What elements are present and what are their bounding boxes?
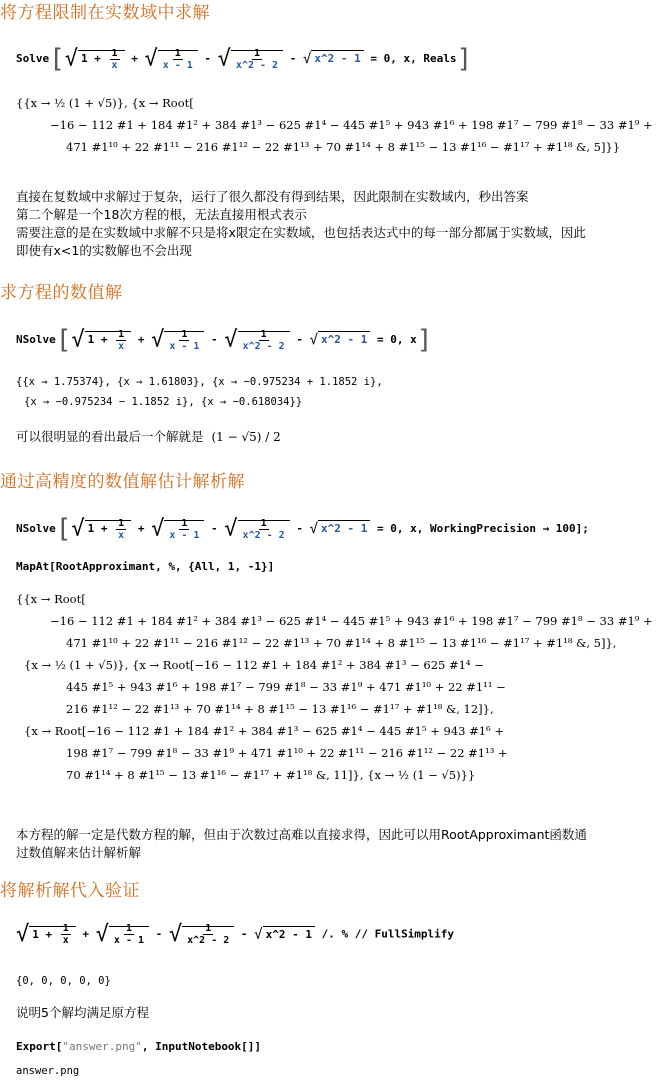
term: 1: [32, 927, 39, 941]
op: +: [94, 52, 101, 65]
output-line: 70 #1¹⁴ + 8 #1¹⁵ − 13 #1¹⁶ − #1¹⁷ + #1¹⁸ &, 11]}, {x → ½ (1 − √5)}}: [66, 768, 476, 782]
numerator: 1: [125, 923, 132, 934]
function-name: Export[: [16, 1040, 63, 1053]
denominator: x - 1: [169, 340, 200, 352]
numerator: 1: [118, 517, 125, 529]
op: +: [137, 522, 145, 535]
input-cell-nsolve[interactable]: NSolve[√ 1 + $\frac{1}{x}$ + √ $\frac{1}{x - 1}$ - √ $\frac{1}{x\^{}2 - 2}$ - √ x^2 - 1 = 0, x]: [16, 325, 433, 355]
radicand: x^2 - 1: [311, 50, 363, 65]
note-text: 说明5个解均满足原方程: [16, 1005, 149, 1020]
denominator: x^2 - 2: [235, 59, 279, 71]
note-text: [16, 188, 586, 260]
op: +: [100, 522, 108, 535]
output-line: −16 − 112 #1 + 184 #1² + 384 #1³ − 625 #1⁴ − 445 #1⁵ + 943 #1⁶ + 198 #1⁷ − 799 #1⁸ − 33 #1⁹ +: [50, 118, 653, 132]
output-cell-rootapproximant: [16, 588, 653, 786]
note-line: 直接在复数域中求解过于复杂，运行了很久都没有得到结果，因此限制在实数域内，秒出答案: [16, 189, 529, 204]
numerator: 1: [181, 517, 188, 529]
denominator: x^2 - 2: [242, 529, 285, 541]
note-line: 即使有x<1的实数解也不会出现: [16, 243, 192, 258]
denominator: x - 1: [113, 935, 145, 946]
function-name: NSolve: [16, 333, 56, 346]
numerator: 1: [118, 328, 125, 340]
note-line: 需要注意的是在实数域中求解不只是将x限定在实数域，也包括表达式中的每一部分都属于实数域，因此: [16, 225, 586, 240]
numerator: 1: [62, 923, 69, 934]
op: -: [296, 522, 303, 535]
math-expression: (1 − √5) / 2: [211, 430, 281, 444]
input-cell-nsolve-precision[interactable]: NSolve[√ 1 + $\frac{1}{x}$ + √ $\frac{1}{x - 1}$ - √ $\frac{1}{x\^{}2 - 2}$ - √ x^2 - 1 = 0, x, WorkingPrecision → 100];: [16, 514, 589, 544]
op: +: [131, 52, 138, 65]
output-line: 471 #1¹⁰ + 22 #1¹¹ − 216 #1¹² − 22 #1¹³ + 70 #1¹⁴ + 8 #1¹⁵ − 13 #1¹⁶ − #1¹⁷ + #1¹⁸ &, 5]},: [66, 636, 617, 650]
output-line: 216 #1¹² − 22 #1¹³ + 70 #1¹⁴ + 8 #1¹⁵ − 13 #1¹⁶ − #1¹⁷ + #1¹⁸ &, 12]},: [66, 702, 494, 716]
note-text: [16, 826, 587, 862]
denominator: x^2 - 2: [242, 340, 285, 352]
output-line: {x → Root[−16 − 112 #1 + 184 #1² + 384 #1³ − 625 #1⁴ − 445 #1⁵ + 943 #1⁶ +: [24, 724, 505, 738]
radicand: x^2 - 1: [263, 926, 315, 941]
term: 1: [87, 522, 95, 535]
op: +: [100, 333, 108, 346]
nsolve-args: = 0, x: [377, 333, 417, 346]
numerator: 1: [260, 517, 267, 529]
output-line: {{x → ½ (1 + √5)}, {x → Root[: [16, 96, 194, 110]
op: +: [137, 333, 145, 346]
numerator: 1: [253, 47, 261, 59]
term: 1: [87, 333, 95, 346]
output-line: {x → −0.975234 − 1.1852 i}, {x → −0.618034}}: [24, 396, 303, 408]
replace-simplify: /. % // FullSimplify: [321, 927, 455, 941]
output-line: 198 #1⁷ − 799 #1⁸ − 33 #1⁹ + 471 #1¹⁰ + 22 #1¹¹ − 216 #1¹² − 22 #1¹³ +: [66, 746, 508, 760]
radicand: x^2 - 1: [318, 331, 370, 346]
output-line: 445 #1⁵ + 943 #1⁶ + 198 #1⁷ − 799 #1⁸ − 33 #1⁹ + 471 #1¹⁰ + 22 #1¹¹ −: [66, 680, 506, 694]
op: -: [211, 522, 218, 535]
input-cell-verify[interactable]: √ 1 + $\frac{1}{x}$ + √ $\frac{1}{x - 1}$ - √ $\frac{1}{x\^{}2 - 2}$ - √ x^2 - 1 /. % // FullSimplify: [16, 922, 455, 947]
output-cell-solve: [16, 92, 653, 158]
numerator: 1: [181, 328, 188, 340]
op: -: [211, 333, 218, 346]
section-title: 将方程限制在实数域中求解: [0, 3, 210, 23]
denominator: x - 1: [169, 529, 200, 541]
denominator: x: [111, 59, 118, 71]
output-line: {{x → 1.75374}, {x → 1.61803}, {x → −0.975234 + 1.1852 i},: [16, 376, 383, 388]
output-cell-export: answer.png: [16, 1065, 80, 1077]
op: +: [82, 927, 90, 941]
op: +: [45, 927, 53, 941]
export-args: , InputNotebook[]]: [141, 1040, 262, 1053]
op: -: [240, 927, 248, 941]
denominator: x: [62, 935, 69, 946]
numerator: 1: [174, 47, 181, 59]
output-line: 471 #1¹⁰ + 22 #1¹¹ − 216 #1¹² − 22 #1¹³ + 70 #1¹⁴ + 8 #1¹⁵ − 13 #1¹⁶ − #1¹⁷ + #1¹⁸ &, 5]}}: [66, 140, 621, 154]
op: -: [204, 52, 212, 65]
note-text: [16, 428, 281, 446]
output-line: {{x → Root[: [16, 592, 86, 606]
section-title: 求方程的数值解: [0, 283, 123, 303]
section-title: 通过高精度的数值解估计解析解: [0, 472, 245, 492]
input-cell-solve[interactable]: Solve[√ 1 + $\frac{1}{x}$ + √ $\frac{1}{x - 1}$ - √ $\frac{1}{x\^{}2 - 2}$ - √ x^2 - 1 = 0, x, Reals]: [16, 44, 473, 74]
function-name: Solve: [16, 52, 50, 65]
numerator: 1: [260, 328, 267, 340]
string-literal: "answer.png": [62, 1040, 142, 1053]
note-line: 过数值解来估计解析解: [16, 845, 142, 860]
denominator: x: [118, 529, 125, 541]
denominator: x - 1: [162, 59, 193, 71]
output-cell-verify: {0, 0, 0, 0, 0}: [16, 975, 111, 987]
output-line: {x → ½ (1 + √5)}, {x → Root[−16 − 112 #1 + 184 #1² + 384 #1³ − 625 #1⁴ −: [24, 658, 484, 672]
term: 1: [81, 52, 88, 65]
denominator: x: [118, 340, 125, 352]
numerator: 1: [205, 923, 212, 934]
op: -: [289, 52, 297, 65]
op: -: [155, 927, 163, 941]
nsolve-args: = 0, x, WorkingPrecision → 100];: [377, 522, 589, 535]
note-line: 第二个解是一个18次方程的根，无法直接用根式表示: [16, 207, 307, 222]
numerator: 1: [111, 47, 118, 59]
denominator: x^2 - 2: [187, 935, 230, 946]
solve-args: = 0, x, Reals: [370, 52, 457, 65]
function-name: NSolve: [16, 522, 56, 535]
note-line: 可以很明显的看出最后一个解就是: [16, 429, 204, 444]
note-line: 本方程的解一定是代数方程的解，但由于次数过高难以直接求得，因此可以用RootApproximant函数通: [16, 827, 587, 842]
input-cell-mapat[interactable]: MapAt[RootApproximant, %, {All, 1, -1}]: [16, 560, 275, 573]
output-cell-nsolve: [16, 372, 383, 412]
radicand: x^2 - 1: [318, 520, 370, 535]
input-cell-export[interactable]: [16, 1040, 261, 1053]
output-line: −16 − 112 #1 + 184 #1² + 384 #1³ − 625 #1⁴ − 445 #1⁵ + 943 #1⁶ + 198 #1⁷ − 799 #1⁸ − 33 #1⁹ +: [50, 614, 653, 628]
section-title: 将解析解代入验证: [0, 881, 140, 901]
op: -: [296, 333, 303, 346]
